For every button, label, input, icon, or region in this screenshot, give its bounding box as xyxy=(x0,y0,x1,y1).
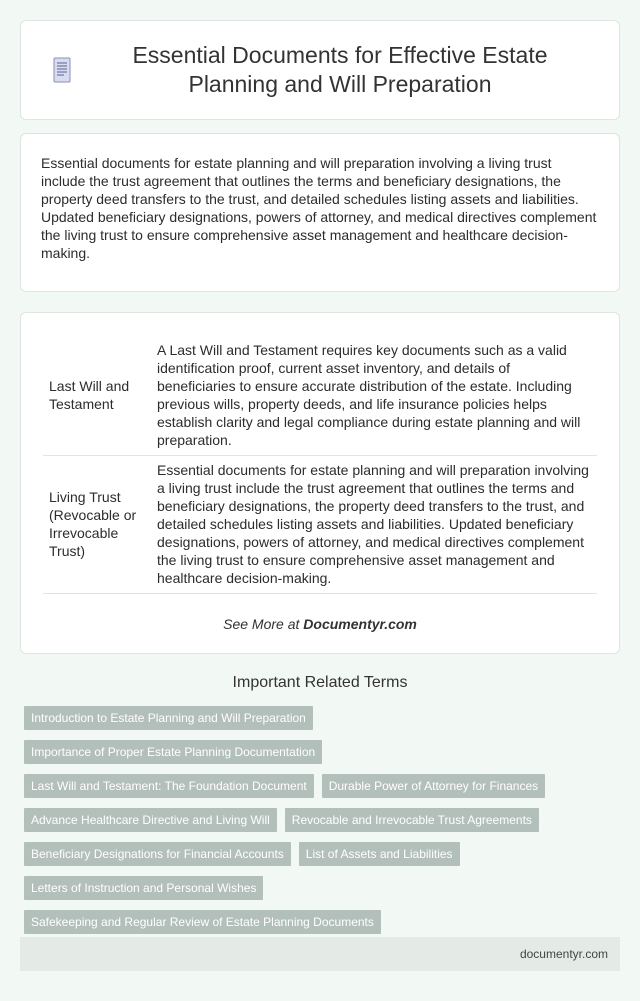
related-tag[interactable]: Last Will and Testament: The Foundation Document xyxy=(24,774,314,798)
documents-table xyxy=(43,335,597,594)
summary-card xyxy=(20,133,620,292)
table-row xyxy=(43,455,597,593)
footer-site-link[interactable]: documentyr.com xyxy=(519,947,608,961)
related-tag[interactable]: List of Assets and Liabilities xyxy=(299,842,460,866)
related-tag[interactable]: Advance Healthcare Directive and Living Will xyxy=(24,808,277,832)
see-more-prefix: See More at xyxy=(223,615,304,632)
term-cell: Last Will and Testament xyxy=(49,377,130,412)
related-tag[interactable]: Safekeeping and Regular Review of Estate Planning Documents xyxy=(24,910,381,934)
footer xyxy=(20,937,620,971)
document-icon xyxy=(51,57,73,83)
related-tag[interactable]: Durable Power of Attorney for Finances xyxy=(322,774,545,798)
related-tag[interactable]: Importance of Proper Estate Planning Documentation xyxy=(24,740,322,764)
related-tag[interactable]: Letters of Instruction and Personal Wishes xyxy=(24,876,263,900)
see-more-link[interactable]: Documentyr.com xyxy=(303,615,417,632)
table-card xyxy=(20,312,620,654)
description-cell: Essential documents for estate planning and will preparation involving a living trust include the trust agreement that outlines the terms and beneficiary designations, the property deed transfers to the trust, and detailed schedules listing assets and liabilities. Updated beneficiary designations, powers of attorney, and medical directives complement the living trust to ensure comprehensive asset management and healthcare decision-making. xyxy=(157,462,589,586)
summary-text: Essential documents for estate planning and will preparation involving a living trust include the trust agreement that outlines the terms and beneficiary designations, the property deed transfers to the trust, and detailed schedules listing assets and liabilities. Updated beneficiary designations, powers of attorney, and medical directives complement the living trust to ensure comprehensive asset management and healthcare decision-making. xyxy=(41,155,597,261)
table-row xyxy=(43,335,597,455)
page-title: Essential Documents for Effective Estate Planning and Will Preparation xyxy=(132,42,548,97)
term-cell: Living Trust (Revocable or Irrevocable Trust) xyxy=(49,489,137,559)
related-terms-title: Important Related Terms xyxy=(232,674,408,691)
header-card xyxy=(20,20,620,120)
description-cell: A Last Will and Testament requires key documents such as a valid identification proof, current asset inventory, and details of beneficiaries to ensure accurate distribution of the estate. Including previous wills, property deeds, and life insurance policies helps establish clarity and legal compliance during estate planning and will preparation. xyxy=(157,341,581,448)
related-tags xyxy=(24,706,624,944)
related-tag[interactable]: Introduction to Estate Planning and Will Preparation xyxy=(24,706,313,730)
related-tag[interactable]: Revocable and Irrevocable Trust Agreements xyxy=(285,808,539,832)
related-tag[interactable]: Beneficiary Designations for Financial Accounts xyxy=(24,842,291,866)
see-more xyxy=(43,616,597,632)
